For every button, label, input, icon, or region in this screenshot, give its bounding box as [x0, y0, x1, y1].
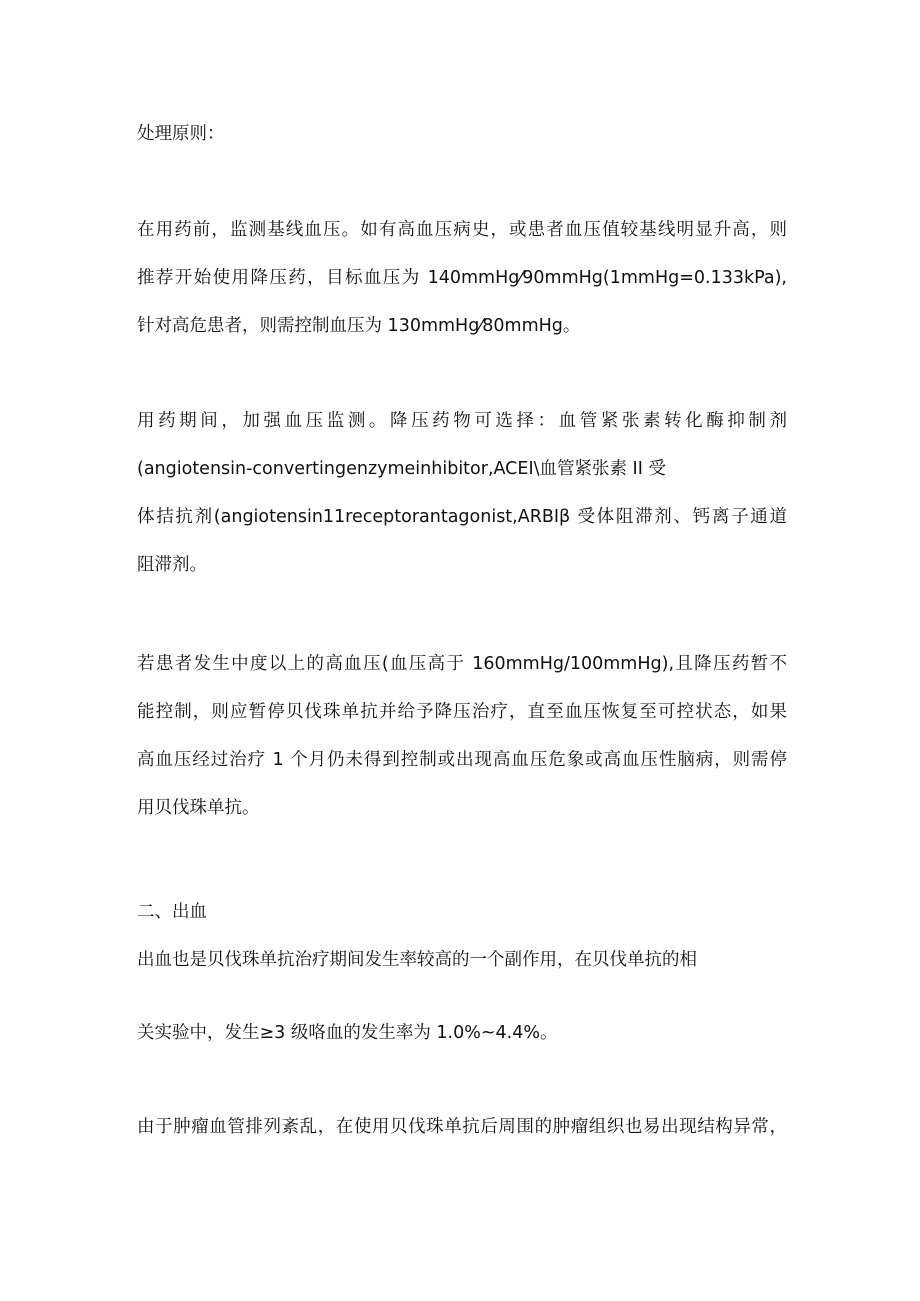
paragraph-2-line-3: 体拮抗剂(angiotensin11receptorantagonist,ARBIβ 受体阻滞剂、钙离子通道 [137, 507, 787, 527]
paragraph-3-line-1: 若患者发生中度以上的高血压(血压高于 160mmHg/100mmHg),且降压药暂不 [137, 654, 787, 674]
paragraph-3-line-4: 用贝伐珠单抗。 [137, 798, 260, 818]
paragraph-3-line-3: 高血压经过治疗 1 个月仍未得到控制或出现高血压危象或高血压性脑病，则需停 [137, 750, 787, 770]
paragraph-2-line-2: (angiotensin-convertingenzymeinhibitor,ACEI\血管紧张素 II 受 [137, 459, 666, 479]
paragraph-5-line-1: 由于肿瘤血管排列紊乱，在使用贝伐珠单抗后周围的肿瘤组织也易出现结构异常， [137, 1117, 787, 1137]
paragraph-1-line-3: 针对高危患者，则需控制血压为 130mmHg⁄80mmHg。 [137, 316, 581, 336]
paragraph-2-line-4: 阻滞剂。 [137, 555, 207, 575]
paragraph-4-line-2: 关实验中，发生≥3 级咯血的发生率为 1.0%~4.4%。 [137, 1023, 558, 1043]
paragraph-2-line-1: 用药期间，加强血压监测。降压药物可选择：血管紧张素转化酶抑制剂 [137, 411, 787, 431]
paragraph-1-line-2: 推荐开始使用降压药，目标血压为 140mmHg⁄90mmHg(1mmHg=0.133kPa), [137, 268, 787, 288]
paragraph-4-line-1: 出血也是贝伐珠单抗治疗期间发生率较高的一个副作用，在贝伐单抗的相 [137, 950, 697, 970]
principle-heading: 处理原则： [137, 124, 225, 144]
paragraph-1-line-1: 在用药前，监测基线血压。如有高血压病史，或患者血压值较基线明显升高，则 [137, 220, 787, 240]
paragraph-3-line-2: 能控制，则应暂停贝伐珠单抗并给予降压治疗，直至血压恢复至可控状态，如果 [137, 702, 787, 722]
section-2-heading: 二、出血 [137, 902, 207, 922]
